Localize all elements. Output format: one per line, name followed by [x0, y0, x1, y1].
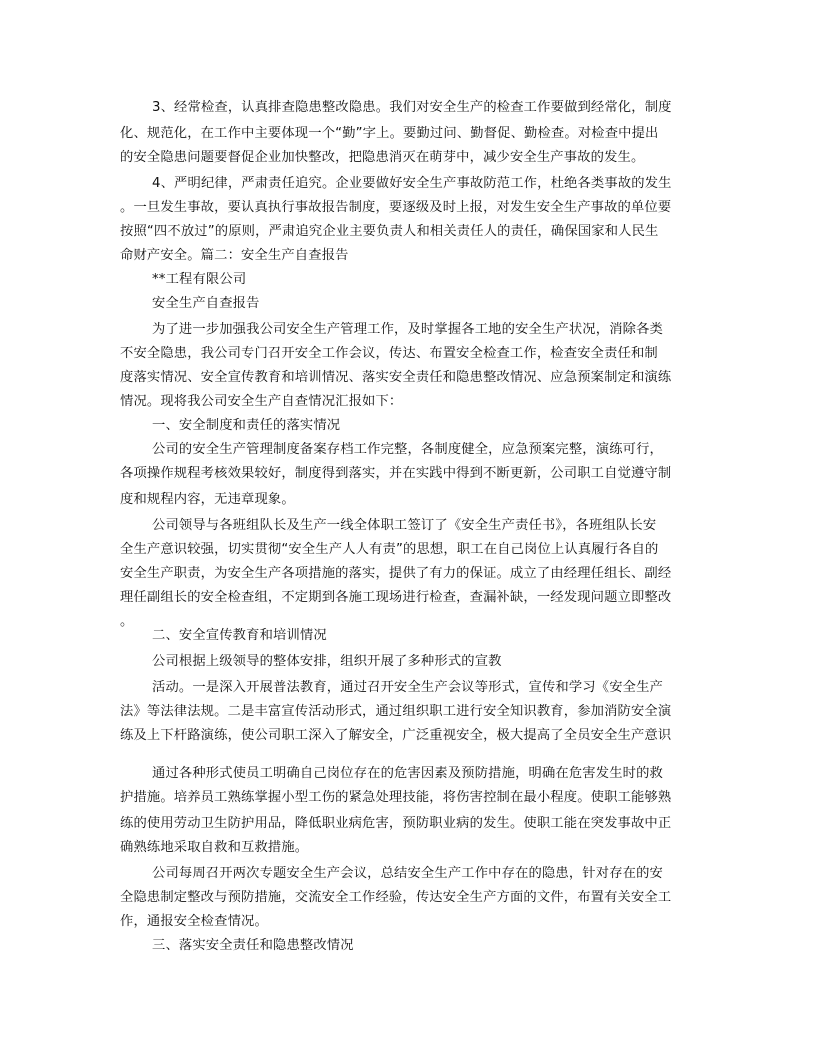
- paragraph-line: 。: [120, 614, 134, 629]
- paragraph-line: 全生产意识较强，切实贯彻“安全生产人人有责”的思想，职工在自己岗位上认真履行各自的: [120, 542, 659, 557]
- paragraph-line: 度落实情况、安全宣传教育和培训情况、落实安全责任和隐患整改情况、应急预案制定和演练: [120, 370, 672, 385]
- section-heading: 三、落实安全责任和隐患整改情况: [152, 938, 354, 953]
- paragraph-line: 练的使用劳动卫生防护用品，降低职业病危害，预防职业病的发生。使职工能在突发事故中正: [120, 816, 672, 831]
- paragraph-line: 安全生产职责，为安全生产各项措施的落实，提供了有力的保证。成立了由经理任组长、副经: [120, 566, 672, 581]
- paragraph-line: 作，通报安全检查情况。: [120, 914, 268, 929]
- paragraph-line: 护措施。培养员工熟练掌握小型工伤的紧急处理技能，将伤害控制在最小程度。使职工能够熟: [120, 790, 672, 805]
- paragraph-line: 通过各种形式使员工明确自己岗位存在的危害因素及预防措施，明确在危害发生时的救: [152, 766, 663, 781]
- section-heading: 一、安全制度和责任的落实情况: [152, 418, 341, 433]
- paragraph-line: 公司每周召开两次专题安全生产会议，总结安全生产工作中存在的隐患，针对存在的安: [152, 866, 663, 881]
- paragraph-line: 命财产安全。篇二：安全生产自查报告: [120, 248, 349, 263]
- paragraph-line: 度和规程内容，无违章现象。: [120, 492, 295, 507]
- paragraph-line: 情况。现将我公司安全生产自查情况汇报如下：: [120, 394, 403, 409]
- paragraph-line: 化、规范化，在工作中主要体现一个“勤”字上。要勤过问、勤督促、勤检查。对检查中提出: [120, 126, 659, 141]
- paragraph-line: 公司的安全生产管理制度备案存档工作完整，各制度健全，应急预案完整，演练可行，: [152, 442, 663, 457]
- paragraph-line: 为了进一步加强我公司安全生产管理工作，及时掌握各工地的安全生产状况，消除各类: [152, 322, 663, 337]
- paragraph-line: 公司领导与各班组队长及生产一线全体职工签订了《安全生产责任书》，各班组队长安: [152, 518, 657, 533]
- section-heading: 二、安全宣传教育和培训情况: [152, 628, 327, 643]
- paragraph-line: 按照“四不放过”的原则，严肃追究企业主要负责人和相关责任人的责任，确保国家和人民生: [120, 224, 659, 239]
- paragraph-line: 法》等法律法规。二是丰富宣传活动形式，通过组织职工进行安全知识教育，参加消防安全演: [120, 704, 672, 719]
- paragraph-line: 确熟练地采取自救和互救措施。: [120, 840, 309, 855]
- paragraph-line: 。一旦发生事故，要认真执行事故报告制度，要逐级及时上报，对发生安全生产事故的单位要: [120, 200, 672, 215]
- paragraph-line: 全隐患制定整改与预防措施，交流安全工作经验，传达安全生产方面的文件，布置有关安全工: [120, 890, 672, 905]
- paragraph-line: 各项操作规程考核效果较好，制度得到落实，并在实践中得到不断更新，公司职工自觉遵守制: [120, 466, 672, 481]
- paragraph-line: 公司根据上级领导的整体安排，组织开展了多种形式的宣教: [152, 654, 502, 669]
- paragraph-line: 练及上下杆路演练，使公司职工深入了解安全，广泛重视安全，极大提高了全员安全生产意识: [120, 728, 672, 743]
- report-title: 安全生产自查报告: [152, 296, 260, 311]
- paragraph-line: 3、经常检查，认真排查隐患整改隐患。我们对安全生产的检查工作要做到经常化，制度: [152, 100, 672, 115]
- paragraph-line: 活动。一是深入开展普法教育，通过召开安全生产会议等形式，宣传和学习《安全生产: [152, 680, 663, 695]
- paragraph-line: 的安全隐患问题要督促企业加快整改，把隐患消灭在萌芽中，减少安全生产事故的发生。: [120, 150, 645, 165]
- paragraph-line: 理任副组长的安全检查组，不定期到各施工现场进行检查，查漏补缺，一经发现问题立即整改: [120, 590, 672, 605]
- company-name: **工程有限公司: [152, 272, 247, 287]
- paragraph-line: 4、严明纪律，严肃责任追究。企业要做好安全生产事故防范工作，杜绝各类事故的发生: [152, 176, 672, 191]
- paragraph-line: 不安全隐患，我公司专门召开安全工作会议，传达、布置安全检查工作，检查安全责任和制: [120, 346, 658, 361]
